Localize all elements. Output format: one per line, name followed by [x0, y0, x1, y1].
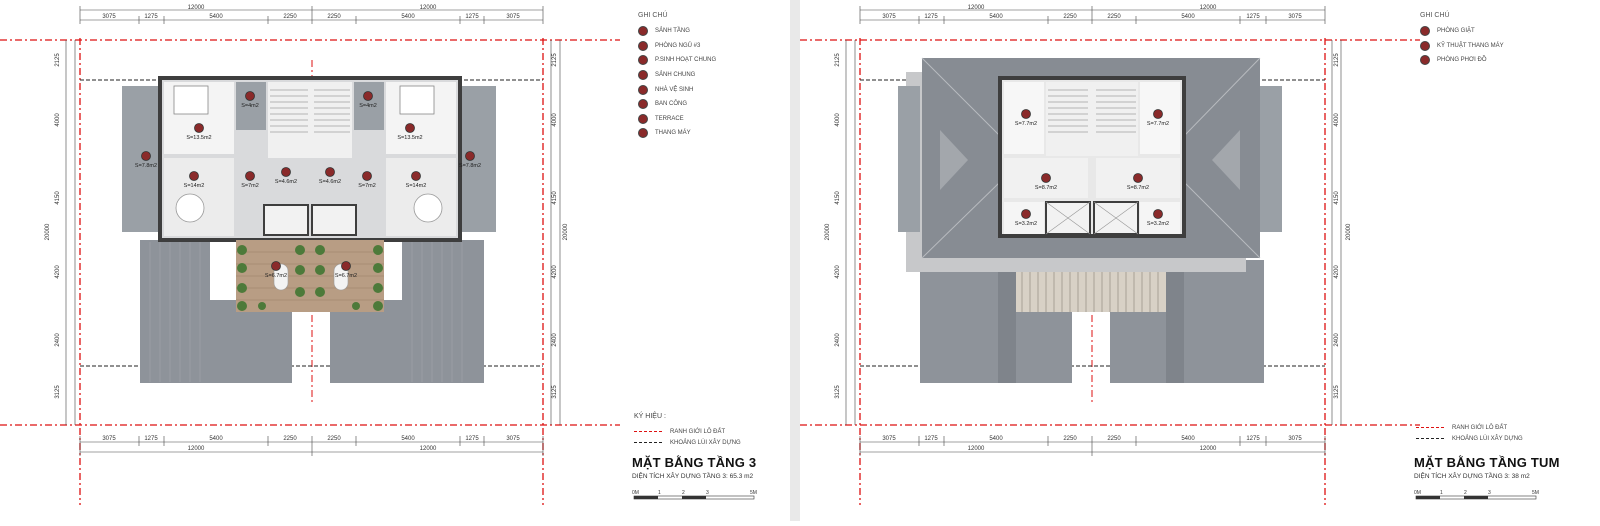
dim-seg: 2250 [1107, 14, 1121, 20]
room-marker-icon [1154, 210, 1163, 219]
room-area-label: S=6.7m2 [264, 273, 288, 279]
dim-seg: 2250 [327, 14, 341, 20]
room-marker-icon [342, 262, 351, 271]
room-area-label: S=8.7m2 [1126, 185, 1150, 191]
scale-label: 3 [1488, 490, 1491, 496]
roof-lower-left-a [920, 260, 998, 383]
roof-lower-right-b [402, 240, 484, 383]
drawing-subtitle: DIỆN TÍCH XÂY DỰNG TẦNG 3: 65.3 m2 [632, 473, 754, 480]
dim-seg: 5400 [401, 14, 415, 20]
room-area-label: S=4.6m2 [318, 179, 342, 185]
dim-side: 4000 [552, 113, 558, 127]
dim-seg: 5400 [989, 14, 1003, 20]
dim-side: 4200 [552, 265, 558, 279]
roof-lower-left-edge [998, 260, 1016, 383]
room-marker-icon [142, 152, 151, 161]
roof-lower-right-edge [1166, 260, 1184, 383]
room-area-label: S=7.8m2 [458, 163, 482, 169]
symbol-setback: KHOẢNG LÙI XÂY DỰNG [670, 439, 741, 446]
side-roof-left [122, 86, 160, 232]
side-roof-left [898, 86, 920, 232]
legend-item: PHÒNG PHƠI ĐỒ [1420, 53, 1504, 68]
room-marker-icon [466, 152, 475, 161]
marker-icon [638, 114, 648, 124]
legend-title: GHI CHÚ [638, 12, 668, 19]
drawing-subtitle: DIỆN TÍCH XÂY DỰNG TẦNG 3: 38 m2 [1414, 473, 1530, 480]
roof-lower-left-b [210, 300, 292, 383]
dim-overall: 20000 [825, 223, 831, 241]
dim-seg: 5400 [209, 436, 223, 442]
marker-icon [638, 70, 648, 80]
side-roof-right [460, 86, 496, 232]
legend-item: KỸ THUẬT THANG MÁY [1420, 39, 1504, 54]
marker-icon [1420, 55, 1430, 65]
room-area-label: S=13.5m2 [397, 135, 423, 141]
dim-seg: 3075 [506, 14, 520, 20]
dim-seg: 1275 [144, 14, 158, 20]
dining-table-left [176, 194, 204, 222]
symbol-plot-boundary: RANH GIỚI LÔ ĐẤT [670, 428, 726, 435]
dim-side: 2125 [552, 53, 558, 67]
dim-side: 2400 [552, 333, 558, 347]
marker-icon [638, 41, 648, 51]
dim-seg: 2250 [283, 14, 297, 20]
dim-seg: 1275 [924, 14, 938, 20]
room-area-label: S=7m2 [241, 183, 259, 189]
dim-side: 4150 [835, 191, 841, 205]
dim-side: 2125 [835, 53, 841, 67]
symbols-title: KÝ HIỆU : [634, 413, 666, 420]
scale-bar [1414, 490, 1544, 506]
roof-lower-left-a [140, 240, 210, 383]
dim-bottom-total-b: 12000 [1199, 446, 1217, 452]
legend-item: NHÀ VỆ SINH [638, 82, 716, 97]
dim-side: 2125 [55, 53, 61, 67]
red-dash-line-icon [634, 431, 662, 432]
dim-seg: 2250 [1063, 14, 1077, 20]
legend-floor3 [638, 12, 716, 141]
dim-seg: 5400 [1181, 14, 1195, 20]
room-area-label: S=14m2 [405, 183, 427, 189]
room-marker-icon [1154, 110, 1163, 119]
room-area-label: S=3.2m2 [1014, 221, 1038, 227]
room-area-label: S=7.8m2 [134, 163, 158, 169]
roof-lower-right-b [1184, 260, 1264, 383]
dim-seg: 3075 [882, 436, 896, 442]
marker-icon [638, 55, 648, 65]
scale-label: 5M [750, 490, 757, 496]
dim-overall: 20000 [563, 223, 569, 241]
legend-roof-floor [1420, 12, 1504, 68]
dim-seg: 3075 [506, 436, 520, 442]
room-marker-icon [190, 172, 199, 181]
dim-overall: 20000 [1346, 223, 1352, 241]
dim-seg: 3075 [882, 14, 896, 20]
dim-top-total-b: 12000 [1199, 5, 1217, 11]
room-area-label: S=6.7m2 [334, 273, 358, 279]
room-marker-icon [1134, 174, 1143, 183]
roof-lower-left-b [1016, 310, 1072, 383]
marker-icon [638, 99, 648, 109]
room-area-label: S=14m2 [183, 183, 205, 189]
room-area-label: S=7m2 [358, 183, 376, 189]
scale-label: 0M [1414, 490, 1421, 496]
room-marker-icon [195, 124, 204, 133]
dim-side: 4200 [835, 265, 841, 279]
dim-side: 3125 [1334, 385, 1340, 399]
legend-item: TERRACE [638, 112, 716, 127]
room-marker-icon [363, 172, 372, 181]
scale-label: 0M [632, 490, 639, 496]
legend-title: GHI CHÚ [1420, 12, 1450, 19]
drawing-title: MẶT BẰNG TẦNG 3 [632, 455, 757, 470]
marker-icon [1420, 41, 1430, 51]
legend-item: PHÒNG NGỦ #3 [638, 39, 716, 54]
stair-core [1046, 82, 1138, 156]
red-dash-line-icon [1416, 427, 1444, 428]
dim-seg: 1275 [1246, 14, 1260, 20]
room-area-label: S=4m2 [241, 103, 259, 109]
scale-label: 3 [706, 490, 709, 496]
room-marker-icon [412, 172, 421, 181]
dim-seg: 3075 [102, 436, 116, 442]
dining-table-right [414, 194, 442, 222]
dim-seg: 3075 [1288, 436, 1302, 442]
title-block-roof-floor [1414, 455, 1560, 480]
room-area-label: S=8.7m2 [1034, 185, 1058, 191]
dim-seg: 2250 [1107, 436, 1121, 442]
room-marker-icon [326, 168, 335, 177]
room-marker-icon [1042, 174, 1051, 183]
room-marker-icon [1022, 110, 1031, 119]
legend-item: PHÒNG GIẶT [1420, 24, 1504, 39]
room-area-label: S=7.7m2 [1146, 121, 1170, 127]
black-dash-line-icon [634, 442, 662, 443]
legend-item: SẢNH CHUNG [638, 68, 716, 83]
dim-seg: 5400 [209, 14, 223, 20]
dim-side: 4150 [552, 191, 558, 205]
dim-side: 4200 [55, 265, 61, 279]
roof-lower-right-a [330, 300, 402, 383]
roof-lower-right-a [1110, 310, 1166, 383]
dim-side: 4200 [1334, 265, 1340, 279]
dim-seg: 1275 [1246, 436, 1260, 442]
dim-side: 3125 [552, 385, 558, 399]
elevator-right [312, 205, 356, 235]
dim-seg: 1275 [465, 14, 479, 20]
dim-side: 3125 [835, 385, 841, 399]
marker-icon [638, 26, 648, 36]
dim-side: 4150 [1334, 191, 1340, 205]
room-area-label: S=3.2m2 [1146, 221, 1170, 227]
dim-side: 2400 [55, 333, 61, 347]
legend-item: SẢNH TẦNG [638, 24, 716, 39]
dim-seg: 2250 [1063, 436, 1077, 442]
scale-label: 5M [1532, 490, 1539, 496]
dim-top-total-a: 12000 [967, 5, 985, 11]
dim-seg: 3075 [102, 14, 116, 20]
symbols-legend [1416, 422, 1523, 444]
dim-seg: 3075 [1288, 14, 1302, 20]
dim-seg: 1275 [465, 436, 479, 442]
scale-label: 2 [682, 490, 685, 496]
legend-item: THANG MÁY [638, 126, 716, 141]
scale-label: 1 [1440, 490, 1443, 496]
scale-label: 1 [658, 490, 661, 496]
plan-panel-roof-floor [800, 0, 1600, 521]
dim-seg: 2250 [327, 436, 341, 442]
scale-label: 2 [1464, 490, 1467, 496]
scale-bar [632, 490, 762, 506]
dim-seg: 2250 [283, 436, 297, 442]
symbols-legend [634, 413, 741, 448]
black-dash-line-icon [1416, 438, 1444, 439]
plan-panel-floor3 [0, 0, 790, 521]
dim-seg: 5400 [1181, 436, 1195, 442]
side-roof-right [1260, 86, 1282, 232]
room-marker-icon [246, 92, 255, 101]
dim-side: 2400 [835, 333, 841, 347]
marker-icon [1420, 26, 1430, 36]
room-marker-icon [406, 124, 415, 133]
room-marker-icon [282, 168, 291, 177]
room-marker-icon [272, 262, 281, 271]
room-area-label: S=4m2 [359, 103, 377, 109]
dim-bottom-total-a: 12000 [967, 446, 985, 452]
dim-side: 2400 [1334, 333, 1340, 347]
symbol-plot-boundary: RANH GIỚI LÔ ĐẤT [1452, 424, 1508, 431]
dim-seg: 5400 [989, 436, 1003, 442]
elevator-left [264, 205, 308, 235]
bed-left [174, 86, 208, 114]
dim-seg: 1275 [144, 436, 158, 442]
dim-bottom-total-a: 12000 [187, 446, 205, 452]
dim-side: 2125 [1334, 53, 1340, 67]
dim-overall: 20000 [45, 223, 51, 241]
dim-top-total-b: 12000 [419, 5, 437, 11]
marker-icon [638, 85, 648, 95]
room-area-label: S=7.7m2 [1014, 121, 1038, 127]
room-area-label: S=13.5m2 [186, 135, 212, 141]
legend-item: P.SINH HOẠT CHUNG [638, 53, 716, 68]
dim-side: 4000 [835, 113, 841, 127]
legend-item: BAN CÔNG [638, 97, 716, 112]
symbol-setback: KHOẢNG LÙI XÂY DỰNG [1452, 435, 1523, 442]
dim-side: 4000 [55, 113, 61, 127]
dim-seg: 5400 [401, 436, 415, 442]
bed-right [400, 86, 434, 114]
dim-side: 3125 [55, 385, 61, 399]
marker-icon [638, 128, 648, 138]
panel-divider [790, 0, 800, 521]
dim-top-total-a: 12000 [187, 5, 205, 11]
room-area-label: S=4.6m2 [274, 179, 298, 185]
drawing-title: MẶT BẰNG TẦNG TUM [1414, 455, 1560, 470]
room-marker-icon [246, 172, 255, 181]
dim-bottom-total-b: 12000 [419, 446, 437, 452]
room-marker-icon [364, 92, 373, 101]
dim-side: 4150 [55, 191, 61, 205]
dim-seg: 1275 [924, 436, 938, 442]
dim-side: 4000 [1334, 113, 1340, 127]
room-marker-icon [1022, 210, 1031, 219]
title-block-floor3 [632, 455, 756, 480]
